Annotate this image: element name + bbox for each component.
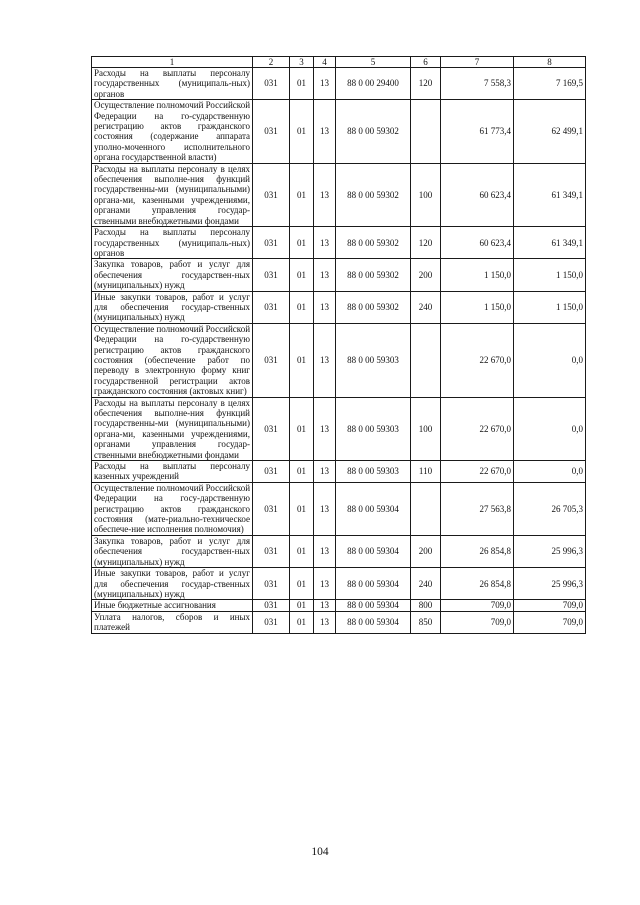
amount-year-2: 0,0: [514, 323, 586, 397]
table-row: [92, 397, 586, 460]
amount-year-1: 60 623,4: [441, 227, 514, 259]
expense-type-code: 200: [411, 259, 441, 291]
ministry-code: 031: [253, 291, 290, 323]
target-article-code: 88 0 00 59303: [336, 397, 411, 460]
target-article-code: 88 0 00 59304: [336, 611, 411, 633]
amount-year-2: 0,0: [514, 397, 586, 460]
expense-type-code: 200: [411, 535, 441, 567]
target-article-code: 88 0 00 59304: [336, 568, 411, 600]
ministry-code: 031: [253, 535, 290, 567]
header-cell: 5: [336, 57, 411, 68]
subsection-code: 13: [314, 482, 336, 535]
ministry-code: 031: [253, 68, 290, 100]
section-code: 01: [290, 568, 314, 600]
amount-year-1: 22 670,0: [441, 397, 514, 460]
section-code: 01: [290, 68, 314, 100]
subsection-code: 13: [314, 461, 336, 483]
row-description: Осуществление полномочий Российской Федерации на го-сударственную регистрацию актов гражданского состояния (содержание аппарата уполно-моченного исполнительного органа государственной власти): [92, 100, 253, 163]
subsection-code: 13: [314, 68, 336, 100]
subsection-code: 13: [314, 163, 336, 226]
row-description: Иные закупки товаров, работ и услуг для обеспечения государ-ственных (муниципальных) нужд: [92, 291, 253, 323]
subsection-code: 13: [314, 259, 336, 291]
amount-year-1: 709,0: [441, 600, 514, 611]
amount-year-1: 26 854,8: [441, 568, 514, 600]
expense-type-code: 120: [411, 227, 441, 259]
section-code: 01: [290, 535, 314, 567]
target-article-code: 88 0 00 59302: [336, 259, 411, 291]
section-code: 01: [290, 461, 314, 483]
section-code: 01: [290, 611, 314, 633]
target-article-code: 88 0 00 59302: [336, 291, 411, 323]
header-cell: 4: [314, 57, 336, 68]
amount-year-2: 61 349,1: [514, 227, 586, 259]
budget-table: [91, 56, 586, 634]
target-article-code: 88 0 00 59302: [336, 163, 411, 226]
amount-year-1: 22 670,0: [441, 461, 514, 483]
subsection-code: 13: [314, 100, 336, 163]
ministry-code: 031: [253, 461, 290, 483]
section-code: 01: [290, 259, 314, 291]
amount-year-2: 25 996,3: [514, 535, 586, 567]
header-cell: 1: [92, 57, 253, 68]
row-description: Расходы на выплаты персоналу государственных (муниципаль-ных) органов: [92, 68, 253, 100]
header-cell: 3: [290, 57, 314, 68]
section-code: 01: [290, 600, 314, 611]
ministry-code: 031: [253, 227, 290, 259]
table-row: [92, 68, 586, 100]
subsection-code: 13: [314, 600, 336, 611]
table-row: [92, 163, 586, 226]
row-description: Уплата налогов, сборов и иных платежей: [92, 611, 253, 633]
table-row: [92, 291, 586, 323]
header-cell: 6: [411, 57, 441, 68]
subsection-code: 13: [314, 611, 336, 633]
expense-type-code: 850: [411, 611, 441, 633]
amount-year-1: 709,0: [441, 611, 514, 633]
row-description: Иные закупки товаров, работ и услуг для обеспечения государ-ственных (муниципальных) нужд: [92, 568, 253, 600]
table-row: [92, 535, 586, 567]
page-number: 104: [311, 846, 329, 858]
subsection-code: 13: [314, 323, 336, 397]
row-description: Расходы на выплаты персоналу в целях обеспечения выполне-ния функций государственны-ми (муниципальными) органа-ми, казенными учреждениями, органами управления государ-ственными внебюджетными фондами: [92, 163, 253, 226]
subsection-code: 13: [314, 535, 336, 567]
table-row: [92, 227, 586, 259]
row-description: Осуществление полномочий Российской Федерации на го-сударственную регистрацию актов гражданского состояния (обеспечение работ по переводу в электронную форму книг государственной регистрации актов гражданского состояния (актовых книг): [92, 323, 253, 397]
row-description: Расходы на выплаты персоналу государственных (муниципаль-ных) органов: [92, 227, 253, 259]
target-article-code: 88 0 00 29400: [336, 68, 411, 100]
expense-type-code: 800: [411, 600, 441, 611]
amount-year-2: 1 150,0: [514, 259, 586, 291]
row-description: Осуществление полномочий Российской Федерации на госу-дарственную регистрацию актов гражданского состояния (мате-риально-техническое обеспече-ние исполнения полномочия): [92, 482, 253, 535]
expense-type-code: [411, 323, 441, 397]
ministry-code: 031: [253, 568, 290, 600]
target-article-code: 88 0 00 59303: [336, 461, 411, 483]
ministry-code: 031: [253, 100, 290, 163]
ministry-code: 031: [253, 397, 290, 460]
row-description: Расходы на выплаты персоналу казенных учреждений: [92, 461, 253, 483]
header-cell: 8: [514, 57, 586, 68]
ministry-code: 031: [253, 611, 290, 633]
table-row: [92, 323, 586, 397]
amount-year-1: 7 558,3: [441, 68, 514, 100]
ministry-code: 031: [253, 259, 290, 291]
row-description: Расходы на выплаты персоналу в целях обеспечения выполне-ния функций государственны-ми (муниципальными) органа-ми, казенными учреждениями, органами управления государ-ственными внебюджетными фондами: [92, 397, 253, 460]
subsection-code: 13: [314, 291, 336, 323]
amount-year-2: 0,0: [514, 461, 586, 483]
expense-type-code: [411, 100, 441, 163]
row-description: Закупка товаров, работ и услуг для обеспечения государствен-ных (муниципальных) нужд: [92, 535, 253, 567]
ministry-code: 031: [253, 600, 290, 611]
section-code: 01: [290, 100, 314, 163]
section-code: 01: [290, 482, 314, 535]
amount-year-1: 27 563,8: [441, 482, 514, 535]
amount-year-2: 61 349,1: [514, 163, 586, 226]
section-code: 01: [290, 323, 314, 397]
section-code: 01: [290, 227, 314, 259]
table-row: [92, 100, 586, 163]
target-article-code: 88 0 00 59304: [336, 482, 411, 535]
target-article-code: 88 0 00 59302: [336, 227, 411, 259]
section-code: 01: [290, 397, 314, 460]
subsection-code: 13: [314, 397, 336, 460]
table-row: [92, 482, 586, 535]
amount-year-2: 709,0: [514, 611, 586, 633]
expense-type-code: [411, 482, 441, 535]
amount-year-2: 26 705,3: [514, 482, 586, 535]
amount-year-1: 22 670,0: [441, 323, 514, 397]
amount-year-1: 1 150,0: [441, 259, 514, 291]
amount-year-2: 62 499,1: [514, 100, 586, 163]
expense-type-code: 110: [411, 461, 441, 483]
subsection-code: 13: [314, 568, 336, 600]
table-row: [92, 568, 586, 600]
amount-year-2: 709,0: [514, 600, 586, 611]
expense-type-code: 240: [411, 291, 441, 323]
table-row: [92, 600, 586, 611]
expense-type-code: 100: [411, 163, 441, 226]
amount-year-1: 1 150,0: [441, 291, 514, 323]
table-row: [92, 259, 586, 291]
section-code: 01: [290, 291, 314, 323]
table-row: [92, 611, 586, 633]
ministry-code: 031: [253, 163, 290, 226]
target-article-code: 88 0 00 59304: [336, 535, 411, 567]
table-row: [92, 461, 586, 483]
expense-type-code: 240: [411, 568, 441, 600]
ministry-code: 031: [253, 323, 290, 397]
amount-year-1: 60 623,4: [441, 163, 514, 226]
target-article-code: 88 0 00 59303: [336, 323, 411, 397]
target-article-code: 88 0 00 59304: [336, 600, 411, 611]
expense-type-code: 120: [411, 68, 441, 100]
amount-year-2: 1 150,0: [514, 291, 586, 323]
target-article-code: 88 0 00 59302: [336, 100, 411, 163]
amount-year-2: 7 169,5: [514, 68, 586, 100]
row-description: Закупка товаров, работ и услуг для обеспечения государствен-ных (муниципальных) нужд: [92, 259, 253, 291]
row-description: Иные бюджетные ассигнования: [92, 600, 253, 611]
ministry-code: 031: [253, 482, 290, 535]
amount-year-2: 25 996,3: [514, 568, 586, 600]
subsection-code: 13: [314, 227, 336, 259]
amount-year-1: 26 854,8: [441, 535, 514, 567]
expense-type-code: 100: [411, 397, 441, 460]
amount-year-1: 61 773,4: [441, 100, 514, 163]
section-code: 01: [290, 163, 314, 226]
header-cell: 2: [253, 57, 290, 68]
table-header-row: [92, 57, 586, 68]
header-cell: 7: [441, 57, 514, 68]
